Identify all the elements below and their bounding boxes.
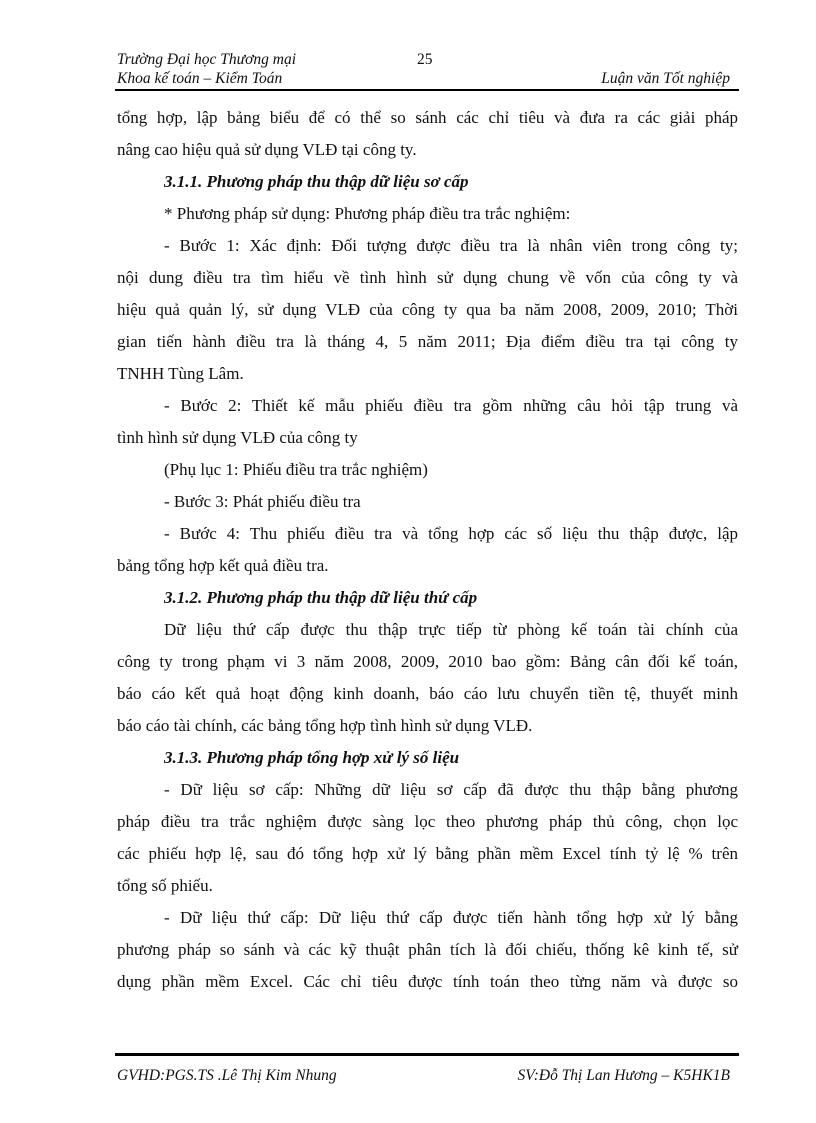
text-line: nâng cao hiệu quả sử dụng VLĐ tại công ty. (117, 140, 417, 159)
text-line: (Phụ lục 1: Phiếu điều tra trắc nghiệm) (164, 460, 428, 479)
text-line: - Dữ liệu thứ cấp: Dữ liệu thứ cấp được tiến hành tổng hợp xử lý bằng (164, 908, 738, 927)
page-number: 25 (417, 51, 433, 68)
text-line: các phiếu hợp lệ, sau đó tổng hợp xử lý bằng phần mềm Excel tính tỷ lệ % trên (117, 844, 738, 863)
footer-student: SV:Đỗ Thị Lan Hương – K5HK1B (517, 1067, 730, 1084)
text-line: tổng hợp, lập bảng biểu để có thể so sánh các chỉ tiêu và đưa ra các giải pháp (117, 108, 738, 127)
text-line: gian tiến hành điều tra là tháng 4, 5 năm 2011; Địa điểm điều tra tại công ty (117, 332, 738, 351)
footer-advisor: GVHD:PGS.TS .Lê Thị Kim Nhung (117, 1067, 337, 1084)
text-line: - Bước 2: Thiết kế mẫu phiếu điều tra gồm những câu hỏi tập trung và (164, 396, 738, 415)
section-heading-3-1-2: 3.1.2. Phương pháp thu thập dữ liệu thứ cấp (164, 588, 478, 607)
text-line: - Bước 3: Phát phiếu điều tra (164, 492, 361, 511)
text-line: pháp điều tra trắc nghiệm được sàng lọc theo phương pháp thủ công, chọn lọc (117, 812, 738, 831)
text-line: phương pháp so sánh và các kỹ thuật phân tích là đối chiếu, thống kê kinh tế, sử (117, 940, 738, 959)
text-line: Dữ liệu thứ cấp được thu thập trực tiếp từ phòng kế toán tài chính của (164, 620, 738, 639)
text-line: nội dung điều tra tìm hiểu về tình hình sử dụng chung về vốn của công ty và (117, 268, 738, 287)
text-line: * Phương pháp sử dụng: Phương pháp điều tra trắc nghiệm: (164, 204, 571, 223)
header-faculty: Khoa kế toán – Kiểm Toán (117, 70, 283, 87)
section-heading-3-1-3: 3.1.3. Phương pháp tổng hợp xử lý số liệu (164, 748, 460, 767)
text-line: TNHH Tùng Lâm. (117, 364, 244, 383)
text-line: - Bước 1: Xác định: Đối tượng được điều tra là nhân viên trong công ty; (164, 236, 738, 255)
header-doc-type: Luận văn Tốt nghiệp (601, 70, 730, 87)
text-line: tổng số phiếu. (117, 876, 213, 895)
header-school: Trường Đại học Thương mại (117, 51, 296, 68)
footer-rule (115, 1053, 739, 1056)
text-line: công ty trong phạm vi 3 năm 2008, 2009, 2010 bao gồm: Bảng cân đối kế toán, (117, 652, 738, 671)
text-line: tình hình sử dụng VLĐ của công ty (117, 428, 358, 447)
section-heading-3-1-1: 3.1.1. Phương pháp thu thập dữ liệu sơ cấp (164, 172, 469, 191)
text-line: bảng tổng hợp kết quả điều tra. (117, 556, 329, 575)
text-line: - Bước 4: Thu phiếu điều tra và tổng hợp các số liệu thu thập được, lập (164, 524, 738, 543)
text-line: hiệu quả quản lý, sử dụng VLĐ của công ty qua ba năm 2008, 2009, 2010; Thời (117, 300, 738, 319)
text-line: dụng phần mềm Excel. Các chỉ tiêu được tính toán theo từng năm và được so (117, 972, 738, 991)
header-rule (115, 89, 739, 91)
text-line: báo cáo kết quả hoạt động kinh doanh, báo cáo lưu chuyển tiền tệ, thuyết minh (117, 684, 738, 703)
text-line: báo cáo tài chính, các bảng tổng hợp tình hình sử dụng VLĐ. (117, 716, 533, 735)
text-line: - Dữ liệu sơ cấp: Những dữ liệu sơ cấp đã được thu thập bằng phương (164, 780, 738, 799)
